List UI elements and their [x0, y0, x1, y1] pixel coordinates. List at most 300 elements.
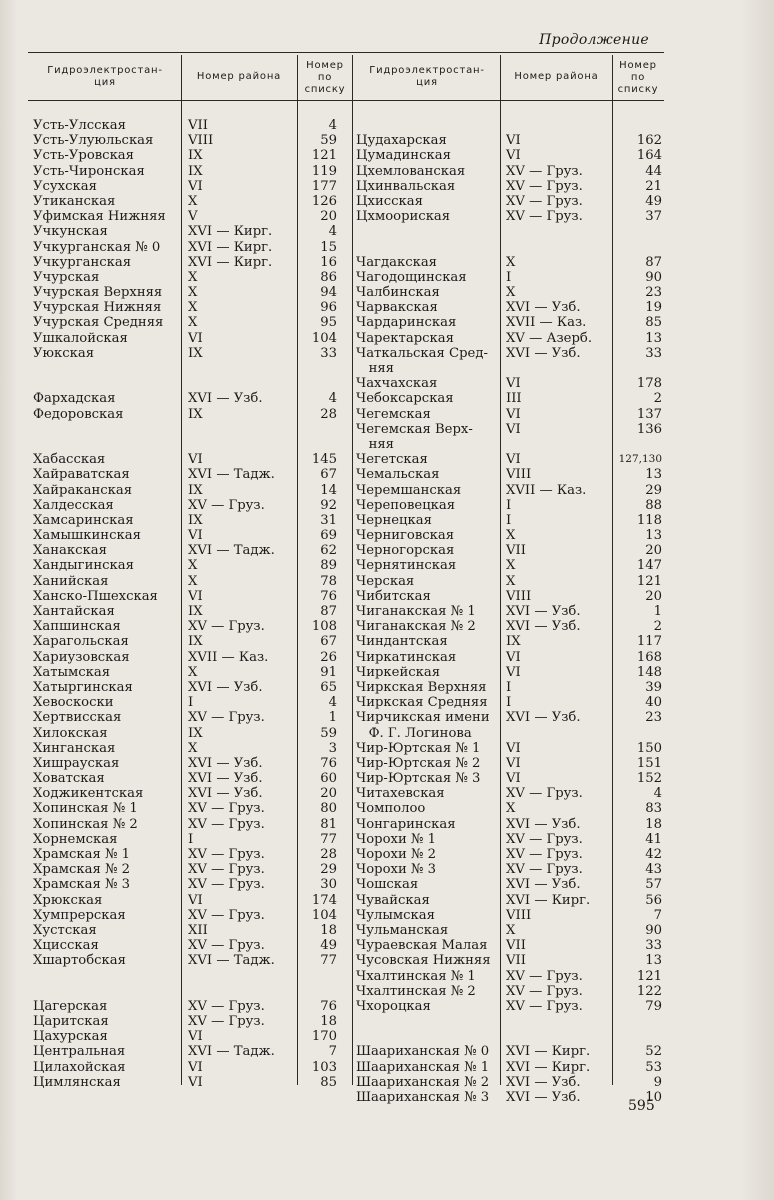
district-number: XV — Груз. [188, 938, 265, 954]
station-name: Чернятинская [356, 558, 457, 574]
station-name: Хапшинская [33, 619, 121, 635]
district-number: XVI — Кирг. [506, 1044, 591, 1060]
list-number: 57 [645, 877, 662, 893]
district-number: X [506, 254, 516, 270]
station-name: Чулымская [356, 907, 435, 923]
station-name: Цагерская [33, 998, 108, 1014]
table-row [33, 346, 349, 361]
table-row [33, 452, 349, 467]
station-name: Федоровская [33, 406, 124, 422]
list-number: 174 [311, 892, 337, 908]
district-number: XVI — Тадж. [188, 543, 275, 559]
station-name: Усухская [33, 178, 97, 194]
list-number: 20 [645, 588, 662, 604]
district-number: X [188, 558, 198, 574]
table-row [356, 589, 662, 604]
district-number: XVII — Каз. [188, 649, 269, 665]
district-number: X [506, 528, 516, 544]
station-name: Хандыгинская [33, 558, 134, 574]
district-number: I [506, 695, 512, 711]
list-number: 83 [645, 801, 662, 817]
list-number: 151 [636, 755, 662, 771]
list-number: 10 [645, 1090, 662, 1105]
table-row [356, 741, 662, 756]
district-number: XVI — Узб. [506, 877, 581, 893]
station-name: Хариузовская [33, 649, 130, 665]
table-row [33, 589, 349, 604]
list-number: 2 [653, 619, 662, 635]
list-number: 30 [320, 877, 337, 893]
district-number: I [506, 512, 512, 528]
table-row [356, 1090, 662, 1105]
station-name: Чиркская Верхняя [356, 679, 487, 695]
district-number: XV — Груз. [188, 998, 265, 1014]
table-row [33, 315, 349, 330]
station-name: Цхисская [356, 193, 423, 209]
list-number: 170 [311, 1029, 337, 1045]
district-number: XVI — Тадж. [188, 953, 275, 969]
station-name: Ховатская [33, 771, 105, 787]
district-number: IX [188, 163, 203, 179]
station-name: Учкурганская [33, 254, 132, 270]
header-bottom-rule [28, 100, 664, 101]
station-name: Чагдакская [356, 254, 437, 270]
station-name: Хантайская [33, 604, 115, 619]
table-row [33, 285, 349, 300]
table-row [33, 483, 349, 498]
list-number: 16 [320, 254, 337, 270]
station-name: Чорохи № 1 [356, 831, 436, 847]
station-name: Учкурганская № 0 [33, 239, 161, 255]
station-name: Усть-Уровская [33, 148, 134, 164]
right-table-column [356, 118, 662, 1105]
district-number: X [506, 558, 516, 574]
district-number: VIII [506, 588, 532, 604]
table-row [356, 376, 662, 391]
district-number: XV — Груз. [188, 877, 265, 893]
table-row [356, 1029, 662, 1044]
station-name: Хатыргинская [33, 679, 133, 695]
station-name: Чусовская Нижняя [356, 953, 491, 969]
district-number: XVI — Узб. [188, 771, 263, 787]
table-row [356, 240, 662, 255]
station-name: Ханско-Пшехская [33, 588, 158, 604]
station-name: Чирчикская имени [356, 710, 490, 726]
table-row [33, 999, 349, 1014]
table-row [33, 498, 349, 513]
table-row [33, 801, 349, 816]
station-name: Хабасская [33, 452, 106, 468]
station-name: няя [356, 361, 395, 376]
station-name: Уюкская [33, 345, 95, 361]
station-name: Фархадская [33, 391, 116, 407]
table-row [33, 179, 349, 194]
list-number: 92 [320, 497, 337, 513]
list-number: 19 [645, 300, 662, 316]
district-number: VI [506, 421, 521, 437]
list-number: 121 [311, 148, 337, 164]
district-number: VII [506, 953, 526, 969]
station-name: Ходжикентская [33, 786, 144, 802]
station-name: Цхмоориская [356, 209, 451, 225]
table-row [356, 300, 662, 315]
table-row [356, 148, 662, 163]
station-name: Чорохи № 2 [356, 847, 436, 862]
list-number: 76 [320, 588, 337, 604]
table-row [33, 953, 349, 968]
list-number: 122 [636, 983, 662, 999]
district-number: XVI — Узб. [506, 710, 581, 726]
district-number: VI [188, 1059, 203, 1075]
list-number: 90 [645, 269, 662, 285]
list-number: 33 [645, 345, 662, 361]
list-number: 126 [311, 193, 337, 209]
district-number: VI [506, 406, 521, 422]
list-number: 152 [636, 771, 662, 787]
table-row [33, 923, 349, 938]
list-number: 77 [320, 831, 337, 847]
list-number: 53 [645, 1059, 662, 1075]
station-name: Чегемская Верх- [356, 421, 473, 437]
station-name: Шаариханская № 2 [356, 1074, 490, 1090]
list-number: 59 [320, 725, 337, 741]
district-number: VI [506, 771, 521, 787]
district-number: VI [188, 330, 203, 346]
district-number: XV — Груз. [506, 968, 583, 984]
list-number: 104 [311, 330, 337, 346]
station-name: Цимлянская [33, 1074, 121, 1090]
table-row [356, 133, 662, 148]
table-row [33, 300, 349, 315]
district-number: XV — Груз. [506, 178, 583, 194]
list-number: 20 [645, 543, 662, 559]
district-number: XVI — Узб. [506, 619, 581, 635]
station-name: Чегетская [356, 452, 428, 468]
table-row [356, 756, 662, 771]
list-number: 44 [645, 163, 662, 179]
table-row [33, 240, 349, 255]
list-number: 41 [645, 831, 662, 847]
district-number: XII [188, 922, 208, 938]
district-number: XVI — Кирг. [188, 224, 273, 240]
list-number: 103 [311, 1059, 337, 1075]
table-row [33, 118, 349, 133]
district-number: VI [506, 740, 521, 756]
district-number: XV — Груз. [506, 163, 583, 179]
table-row [33, 391, 349, 406]
table-row [33, 984, 349, 999]
list-number: 80 [320, 801, 337, 817]
table-row [356, 1044, 662, 1059]
table-row [33, 908, 349, 923]
list-number: 76 [320, 755, 337, 771]
table-row [356, 331, 662, 346]
list-number: 1 [653, 604, 662, 619]
station-name: Хилокская [33, 725, 108, 741]
table-row [356, 847, 662, 862]
district-number: XVI — Узб. [188, 391, 263, 407]
district-number: XVI — Узб. [188, 786, 263, 802]
middle-divider [352, 55, 353, 1085]
district-number: XVI — Тадж. [188, 467, 275, 483]
table-row [356, 923, 662, 938]
station-name: Харагольская [33, 634, 129, 650]
table-row [356, 726, 662, 741]
list-number: 136 [636, 421, 662, 437]
table-row [356, 1075, 662, 1090]
list-number: 162 [636, 133, 662, 149]
station-name: Храмская № 3 [33, 877, 131, 893]
list-number: 59 [320, 133, 337, 149]
station-name: Чаректарская [356, 330, 454, 346]
list-number: 145 [311, 452, 337, 468]
station-name: Чебоксарская [356, 391, 454, 407]
station-name: Цхемлованская [356, 163, 466, 179]
station-name: Хустская [33, 922, 97, 938]
district-number: XV — Груз. [188, 619, 265, 635]
station-name: Чиганакская № 2 [356, 619, 476, 635]
header-top-rule [28, 52, 664, 53]
list-number: 117 [636, 634, 662, 650]
list-number: 42 [645, 847, 662, 862]
district-number: XVI — Узб. [506, 1090, 581, 1105]
district-number: XV — Груз. [188, 862, 265, 878]
district-number: X [506, 285, 516, 301]
table-row [356, 862, 662, 877]
list-number: 79 [645, 998, 662, 1014]
station-name: Чернецкая [356, 512, 432, 528]
district-number: XVI — Тадж. [188, 1044, 275, 1060]
station-name: Чиркейская [356, 664, 441, 680]
district-number: IX [188, 512, 203, 528]
table-row [356, 969, 662, 984]
district-number: VI [188, 178, 203, 194]
list-number: 78 [320, 573, 337, 589]
list-number: 52 [645, 1044, 662, 1060]
station-name: Ушкалойская [33, 330, 128, 346]
list-number: 87 [320, 604, 337, 619]
station-name: Чардаринская [356, 315, 457, 331]
station-name: Чошская [356, 877, 419, 893]
table-row [33, 1014, 349, 1029]
district-number: XV — Груз. [506, 847, 583, 862]
station-name: Хорнемская [33, 831, 118, 847]
table-row [356, 194, 662, 209]
district-number: XV — Груз. [506, 862, 583, 878]
station-name: Цилахойская [33, 1059, 126, 1075]
table-row [356, 209, 662, 224]
station-name: Чегемская [356, 406, 431, 422]
district-number: XV — Груз. [188, 816, 265, 832]
table-row [33, 969, 349, 984]
district-number: XV — Груз. [506, 983, 583, 999]
table-row [356, 665, 662, 680]
station-name: Шаариханская № 3 [356, 1090, 490, 1105]
table-row [33, 619, 349, 634]
list-number: 13 [645, 953, 662, 969]
table-row [33, 710, 349, 725]
district-number: IX [506, 634, 521, 650]
list-number: 40 [645, 695, 662, 711]
station-name: Ханийская [33, 573, 109, 589]
station-name: Хцисская [33, 938, 99, 954]
list-number: 20 [320, 209, 337, 225]
table-row [356, 361, 662, 376]
list-number: 4 [653, 786, 662, 802]
list-number: 33 [320, 345, 337, 361]
table-row [33, 574, 349, 589]
list-number: 4 [328, 224, 337, 240]
station-name: Учурская Верхняя [33, 285, 163, 301]
table-row [356, 164, 662, 179]
district-number: VI [506, 376, 521, 392]
list-number: 127,130 [618, 453, 662, 466]
list-number: 39 [645, 679, 662, 695]
list-number: 67 [320, 467, 337, 483]
list-number: 31 [320, 512, 337, 528]
station-name: Хайраканская [33, 482, 133, 498]
district-number: VII [506, 938, 526, 954]
district-number: I [188, 695, 194, 711]
district-number: XVI — Узб. [188, 755, 263, 771]
list-number: 177 [311, 178, 337, 194]
table-row [33, 1029, 349, 1044]
district-number: XV — Груз. [188, 801, 265, 817]
list-number: 178 [636, 376, 662, 392]
table-row [356, 801, 662, 816]
header-station-right: Гидроэлектростан- ция [369, 65, 485, 88]
district-number: X [188, 193, 198, 209]
table-row [356, 315, 662, 330]
list-number: 95 [320, 315, 337, 331]
table-row [356, 118, 662, 133]
station-name: Черемшанская [356, 482, 462, 498]
header-list-number-left: Номер по списку [304, 60, 346, 95]
list-number: 21 [645, 178, 662, 194]
table-row [356, 270, 662, 285]
table-row [33, 558, 349, 573]
list-number: 49 [645, 193, 662, 209]
station-name: Чир-Юртская № 3 [356, 771, 481, 787]
list-number: 85 [320, 1074, 337, 1090]
station-name: Хопинская № 1 [33, 801, 138, 817]
table-row [33, 467, 349, 482]
station-name: Хопинская № 2 [33, 816, 138, 832]
list-number: 7 [653, 907, 662, 923]
list-number: 60 [320, 771, 337, 787]
header-station-left: Гидроэлектростан- ция [47, 65, 163, 88]
left-table-column [33, 118, 349, 1090]
station-name: Чарвакская [356, 300, 438, 316]
table-row [33, 862, 349, 877]
station-name: Цахурская [33, 1029, 108, 1045]
table-row [356, 452, 662, 467]
table-row [356, 984, 662, 999]
district-number: X [506, 573, 516, 589]
district-number: XVI — Узб. [506, 816, 581, 832]
list-number: 18 [320, 1014, 337, 1030]
table-row [33, 938, 349, 953]
table-row [356, 680, 662, 695]
list-number: 119 [311, 163, 337, 179]
station-name: Череповецкая [356, 497, 456, 513]
station-name: Учурская [33, 269, 100, 285]
table-row [356, 999, 662, 1014]
station-name: Читахевская [356, 786, 445, 802]
list-number: 67 [320, 634, 337, 650]
table-row [356, 346, 662, 361]
table-row [33, 847, 349, 862]
list-number: 81 [320, 816, 337, 832]
district-number: XVII — Каз. [506, 482, 587, 498]
table-row [356, 467, 662, 482]
station-name: Чаткальская Сред- [356, 345, 488, 361]
list-number: 121 [636, 573, 662, 589]
station-name: Хамсаринская [33, 512, 134, 528]
district-number: VI [506, 664, 521, 680]
district-number: X [506, 922, 516, 938]
station-name: Хатымская [33, 664, 111, 680]
list-number: 85 [645, 315, 662, 331]
district-number: XVI — Узб. [506, 604, 581, 619]
district-number: VI [188, 1074, 203, 1090]
table-row [356, 543, 662, 558]
table-row [33, 771, 349, 786]
list-number: 150 [636, 740, 662, 756]
district-number: XVI — Узб. [506, 300, 581, 316]
list-number: 137 [636, 406, 662, 422]
list-number: 28 [320, 406, 337, 422]
table-row [356, 179, 662, 194]
district-number: XV — Груз. [188, 1014, 265, 1030]
district-number: XVI — Узб. [188, 679, 263, 695]
table-row [33, 1060, 349, 1075]
list-number: 49 [320, 938, 337, 954]
list-number: 4 [328, 118, 337, 133]
station-name: Уфимская Нижняя [33, 209, 166, 225]
list-number: 94 [320, 285, 337, 301]
station-name: Черногорская [356, 543, 455, 559]
list-number: 118 [636, 512, 662, 528]
district-number: VIII [506, 907, 532, 923]
station-name: Чорохи № 3 [356, 862, 436, 878]
table-row [33, 650, 349, 665]
district-number: VII [506, 543, 526, 559]
district-number: XVI — Узб. [506, 1074, 581, 1090]
station-name: Черниговская [356, 528, 455, 544]
district-number: X [188, 269, 198, 285]
list-number: 18 [645, 816, 662, 832]
list-number: 18 [320, 922, 337, 938]
list-number: 7 [328, 1044, 337, 1060]
station-name: Чхалтинская № 1 [356, 968, 476, 984]
list-number: 3 [328, 740, 337, 756]
header-list-number-right: Номер по списку [617, 60, 659, 95]
table-row [356, 437, 662, 452]
district-number: X [188, 740, 198, 756]
district-number: X [188, 300, 198, 316]
district-number: X [506, 801, 516, 817]
table-row [33, 361, 349, 376]
table-row [33, 756, 349, 771]
list-number: 148 [636, 664, 662, 680]
station-name: Ф. Г. Логинова [356, 725, 472, 741]
station-name: Чемальская [356, 467, 440, 483]
station-name: Усть-Улуюльская [33, 133, 154, 149]
district-number: IX [188, 634, 203, 650]
list-number: 56 [645, 892, 662, 908]
list-number: 20 [320, 786, 337, 802]
